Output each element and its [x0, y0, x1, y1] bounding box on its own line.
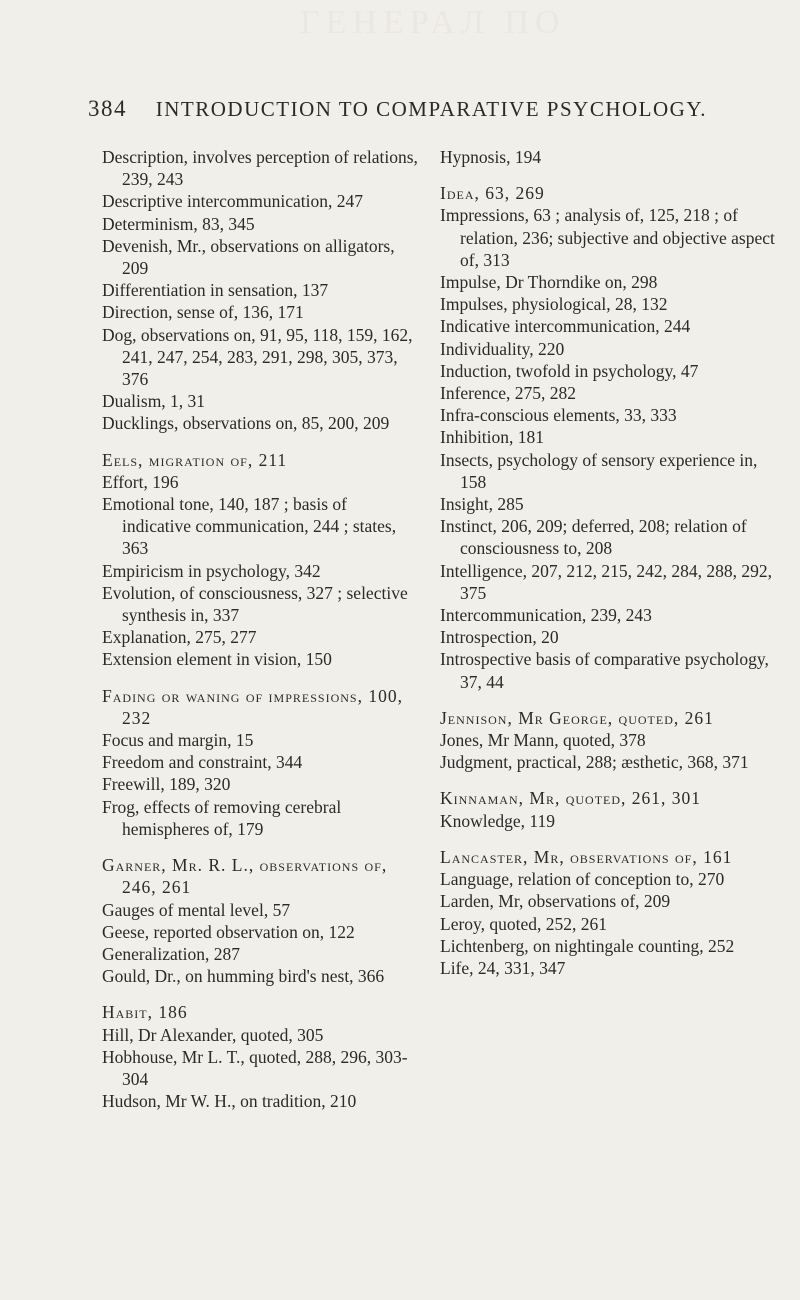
index-entry: Life, 24, 331, 347	[440, 957, 566, 978]
index-entry: Determinism, 83, 345	[102, 213, 255, 234]
index-entry: Knowledge, 119	[440, 810, 556, 831]
index-entry: Insects, psychology of sensory experience in, 158	[440, 449, 758, 492]
index-entry: Intercommunication, 239, 243	[440, 605, 652, 626]
index-entry: Generalization, 287	[102, 943, 241, 964]
index-entry: Infra-conscious elements, 33, 333	[440, 405, 677, 426]
index-entry: Gauges of mental level, 57	[102, 899, 291, 920]
index-entry: Jones, Mr Mann, quoted, 378	[440, 730, 646, 751]
index-entry: Hypnosis, 194	[440, 147, 542, 167]
section-gap	[440, 832, 776, 846]
index-entry: Devenish, Mr., observations on alligators, 209	[102, 235, 395, 279]
index-entry: Frog, effects of removing cerebral hemispheres of, 179	[102, 796, 342, 839]
index-entry: Impressions, 63 ; analysis of, 125, 218 ; of relation, 236; subjective and objective aspect of, 313	[440, 205, 775, 270]
index-column-left	[102, 146, 418, 1112]
index-section-first-entry: Lancaster, Mr, observations of, 161	[440, 846, 733, 867]
running-title: INTRODUCTION TO COMPARATIVE PSYCHOLOGY.	[155, 97, 708, 121]
index-entry: Hobhouse, Mr L. T., quoted, 288, 296, 303-304	[102, 1046, 408, 1089]
index-entry: Introspective basis of comparative psychology, 37, 44	[440, 649, 769, 692]
index-entry: Focus and margin, 15	[102, 730, 254, 751]
index-entry: Differentiation in sensation, 137	[102, 280, 329, 301]
index-section-first-entry: Eels, migration of, 211	[102, 449, 288, 470]
index-entry: Explanation, 275, 277	[102, 627, 257, 648]
section-gap	[102, 987, 418, 1001]
index-entry: Evolution, of consciousness, 327 ; selective synthesis in, 337	[102, 582, 408, 626]
index-entry: Descriptive intercommunication, 247	[102, 191, 363, 212]
index-entry: Lichtenberg, on nightingale counting, 252	[440, 935, 735, 956]
index-section-first-entry: Garner, Mr. R. L., observations of, 246, 261	[102, 855, 388, 898]
index-entry: Impulses, physiological, 28, 132	[440, 294, 668, 315]
bleed-through-text: ГЕНЕРАЛ ПО	[300, 4, 566, 41]
section-gap	[440, 773, 776, 787]
index-entry: Impulse, Dr Thorndike on, 298	[440, 272, 658, 293]
section-gap	[440, 168, 776, 182]
index-entry: Instinct, 206, 209; deferred, 208; relation of consciousness to, 208	[440, 516, 747, 559]
index-entry: Hill, Dr Alexander, quoted, 305	[102, 1024, 324, 1045]
page-number: 384	[88, 96, 127, 121]
index-entry: Geese, reported observation on, 122	[102, 921, 355, 942]
index-entry: Judgment, practical, 288; æsthetic, 368, 371	[440, 752, 749, 773]
page-header	[88, 96, 707, 122]
index-entry: Empiricism in psychology, 342	[102, 560, 321, 581]
index-entry: Introspection, 20	[440, 627, 559, 648]
index-entry: Effort, 196	[102, 471, 179, 492]
section-gap	[102, 840, 418, 854]
index-section-first-entry: Idea, 63, 269	[440, 183, 545, 204]
index-entry: Dualism, 1, 31	[102, 391, 206, 412]
index-entry: Direction, sense of, 136, 171	[102, 302, 304, 323]
index-entry: Induction, twofold in psychology, 47	[440, 360, 699, 381]
index-entry: Intelligence, 207, 212, 215, 242, 284, 288, 292, 375	[440, 560, 772, 603]
index-section-first-entry: Habit, 186	[102, 1002, 188, 1023]
index-section-first-entry: Jennison, Mr George, quoted, 261	[440, 707, 714, 728]
index-entry: Leroy, quoted, 252, 261	[440, 913, 608, 934]
index-entry: Freewill, 189, 320	[102, 774, 231, 795]
index-entry: Individuality, 220	[440, 338, 565, 359]
index-entry: Inhibition, 181	[440, 427, 545, 448]
section-gap	[440, 693, 776, 707]
section-gap	[102, 671, 418, 685]
index-section-first-entry: Fading or waning of impressions, 100, 232	[102, 685, 403, 728]
index-entry: Description, involves perception of relations, 239, 243	[102, 147, 418, 190]
index-column-right	[440, 146, 776, 979]
index-entry: Inference, 275, 282	[440, 383, 577, 404]
index-entry: Larden, Mr, observations of, 209	[440, 891, 671, 912]
index-entry: Insight, 285	[440, 494, 524, 515]
index-entry: Hudson, Mr W. H., on tradition, 210	[102, 1091, 357, 1112]
index-entry: Freedom and constraint, 344	[102, 752, 303, 773]
index-entry: Ducklings, observations on, 85, 200, 209	[102, 413, 390, 434]
index-entry: Language, relation of conception to, 270	[440, 869, 725, 890]
section-gap	[102, 435, 418, 449]
index-entry: Emotional tone, 140, 187 ; basis of indicative communication, 244 ; states, 363	[102, 494, 397, 559]
index-entry: Gould, Dr., on humming bird's nest, 366	[102, 966, 385, 987]
index-entry: Extension element in vision, 150	[102, 649, 332, 670]
index-entry: Indicative intercommunication, 244	[440, 316, 691, 337]
index-section-first-entry: Kinnaman, Mr, quoted, 261, 301	[440, 788, 702, 809]
index-entry: Dog, observations on, 91, 95, 118, 159, 162, 241, 247, 254, 283, 291, 298, 305, 373, 376	[102, 324, 413, 390]
